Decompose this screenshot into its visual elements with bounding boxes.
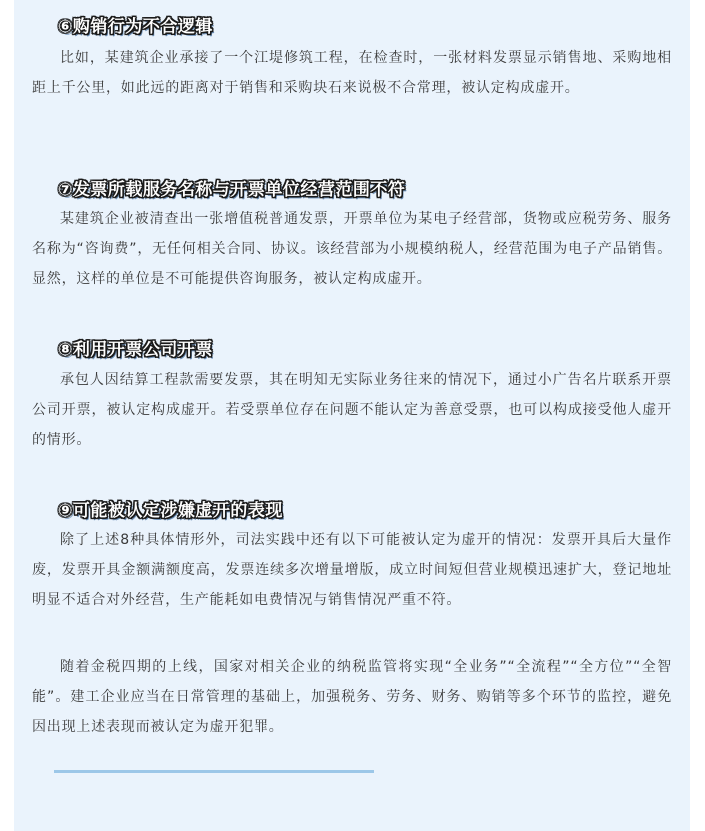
section-body-7: 某建筑企业被清查出一张增值税普通发票，开票单位为某电子经营部，货物或应税劳务、服务名称为“咨询费”，无任何相关合同、协议。该经营部为小规模纳税人，经营范围为电子产品销售。显然，这样的单位是不可能提供咨询服务，被认定构成虚开。	[32, 211, 672, 287]
section-heading-8: ⑧利用开票公司开票	[58, 340, 213, 360]
section-heading-9: ⑨可能被认定涉嫌虚开的表现	[58, 501, 283, 521]
divider-line	[54, 770, 374, 773]
section-heading-6: ⑥购销行为不合逻辑	[58, 17, 213, 37]
closing-paragraph: 随着金税四期的上线，国家对相关企业的纳税监管将实现“全业务”“全流程”“全方位”“全智能”。建工企业应当在日常管理的基础上，加强税务、劳务、财务、购销等多个环节的监控，避免因出现上述表现而被认定为虚开犯罪。	[32, 659, 672, 735]
section-body-6: 比如，某建筑企业承接了一个江堤修筑工程，在检查时，一张材料发票显示销售地、采购地相距上千公里，如此远的距离对于销售和采购块石来说极不合常理，被认定构成虚开。	[32, 50, 672, 96]
section-body-9: 除了上述8种具体情形外，司法实践中还有以下可能被认定为虚开的情况：发票开具后大量作废，发票开具金额满额度高，发票连续多次增量增版，成立时间短但营业规模迅速扩大，登记地址明显不适合对外经营，生产能耗如电费情况与销售情况严重不符。	[32, 532, 672, 608]
section-body-8: 承包人因结算工程款需要发票，其在明知无实际业务往来的情况下，通过小广告名片联系开票公司开票，被认定构成虚开。若受票单位存在问题不能认定为善意受票，也可以构成接受他人虚开的情形。	[32, 372, 672, 448]
section-heading-7: ⑦发票所载服务名称与开票单位经营范围不符	[58, 180, 406, 200]
